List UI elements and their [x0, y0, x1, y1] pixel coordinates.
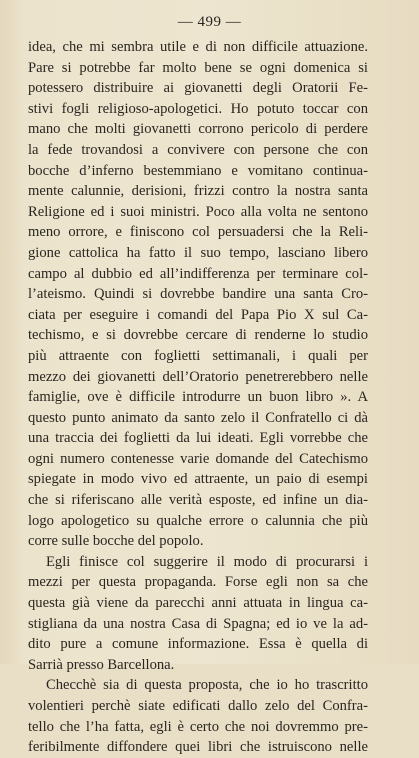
text-line: dito pure a comune informazione. Essa è quella di — [28, 636, 368, 653]
text-line: ciata per eseguire i comandi del Papa Pio X sul Ca- — [28, 306, 368, 323]
text-line: techismo, e si dovrebbe cercare di renderne lo studio — [28, 327, 368, 344]
text-line: Sarrià presso Barcellona. — [28, 656, 175, 673]
text-line: meno orrore, e finiscono col persuadersi che la Reli- — [28, 224, 368, 241]
text-line: che si riferiscano alle verità esposte, ed infine un dia- — [28, 492, 368, 509]
text-line: Pare si potrebbe far molto bene se ogni domenica si — [28, 59, 368, 76]
text-line: mano che molti giovanetti corrono pericolo di perdere — [28, 121, 368, 138]
text-line: potessero distribuire ai giovanetti degli Oratorii Fe- — [28, 80, 368, 97]
text-line: mente calunnie, derisioni, frizzi contro la nostra santa — [28, 183, 368, 200]
text-line: questo punto animato da santo zelo il Confratello ci dà — [28, 409, 368, 426]
text-line: stivi fogli religioso-apologetici. Ho potuto toccar con — [28, 100, 368, 117]
text-line: ogni numero contenesse varie domande del Catechismo — [28, 450, 368, 467]
text-line: stigliana da una nostra Casa di Spagna; ed io ve la ad- — [28, 615, 368, 632]
text-line: mezzo dei giovanetti dell’Oratorio penetrerebbero nelle — [28, 368, 368, 385]
text-line: mezzi per questa propaganda. Forse egli non sa che — [28, 574, 368, 591]
text-line: gione cattolica ha fatto il suo tempo, lasciano libero — [28, 244, 368, 261]
text-line: Egli finisce col suggerire il modo di procurarsi i — [46, 553, 368, 570]
text-line: l’ateismo. Quindi si dovrebbe bandire una santa Cro- — [28, 286, 368, 303]
text-line: una traccia dei foglietti da lui ideati. Egli vorrebbe che — [28, 430, 368, 447]
text-line: campo al dubbio ed all’indifferenza per terminare col- — [28, 265, 368, 282]
text-line: bocche d’inferno bestemmiano e vomitano continua- — [28, 162, 368, 179]
text-line: feribilmente diffondere quei libri che istruiscono nelle — [28, 739, 368, 756]
text-line: Religione ed i suoi ministri. Poco alla volta ne sentono — [28, 203, 368, 220]
text-line: spiegate in modo vivo ed attraente, un paio di esempi — [28, 471, 368, 488]
text-line: tello che l’ha fatta, egli è certo che noi dovremmo pre- — [28, 718, 368, 735]
text-line: corre sulle bocche del popolo. — [28, 533, 204, 550]
text-line: logo apologetico su qualche errore o calunnia che più — [28, 512, 368, 529]
body-text — [28, 37, 368, 758]
text-line: famiglie, ove è difficile introdurre un buon libro ». A — [28, 389, 368, 406]
page-number: — 499 — — [177, 14, 242, 30]
text-line: la fede trovandosi a convivere con persone che con — [28, 141, 368, 158]
text-line: volentieri perchè siate edificati dallo zelo del Confra- — [28, 698, 368, 714]
text-line: questa già viene da parecchi anni attuata in lingua ca- — [28, 595, 368, 612]
text-line: più attraente con foglietti settimanali, i quali per — [28, 347, 368, 364]
text-line: Checchè sia di questa proposta, che io ho trascritto — [46, 677, 368, 694]
text-line: idea, che mi sembra utile e di non difficile attuazione. — [28, 39, 368, 55]
